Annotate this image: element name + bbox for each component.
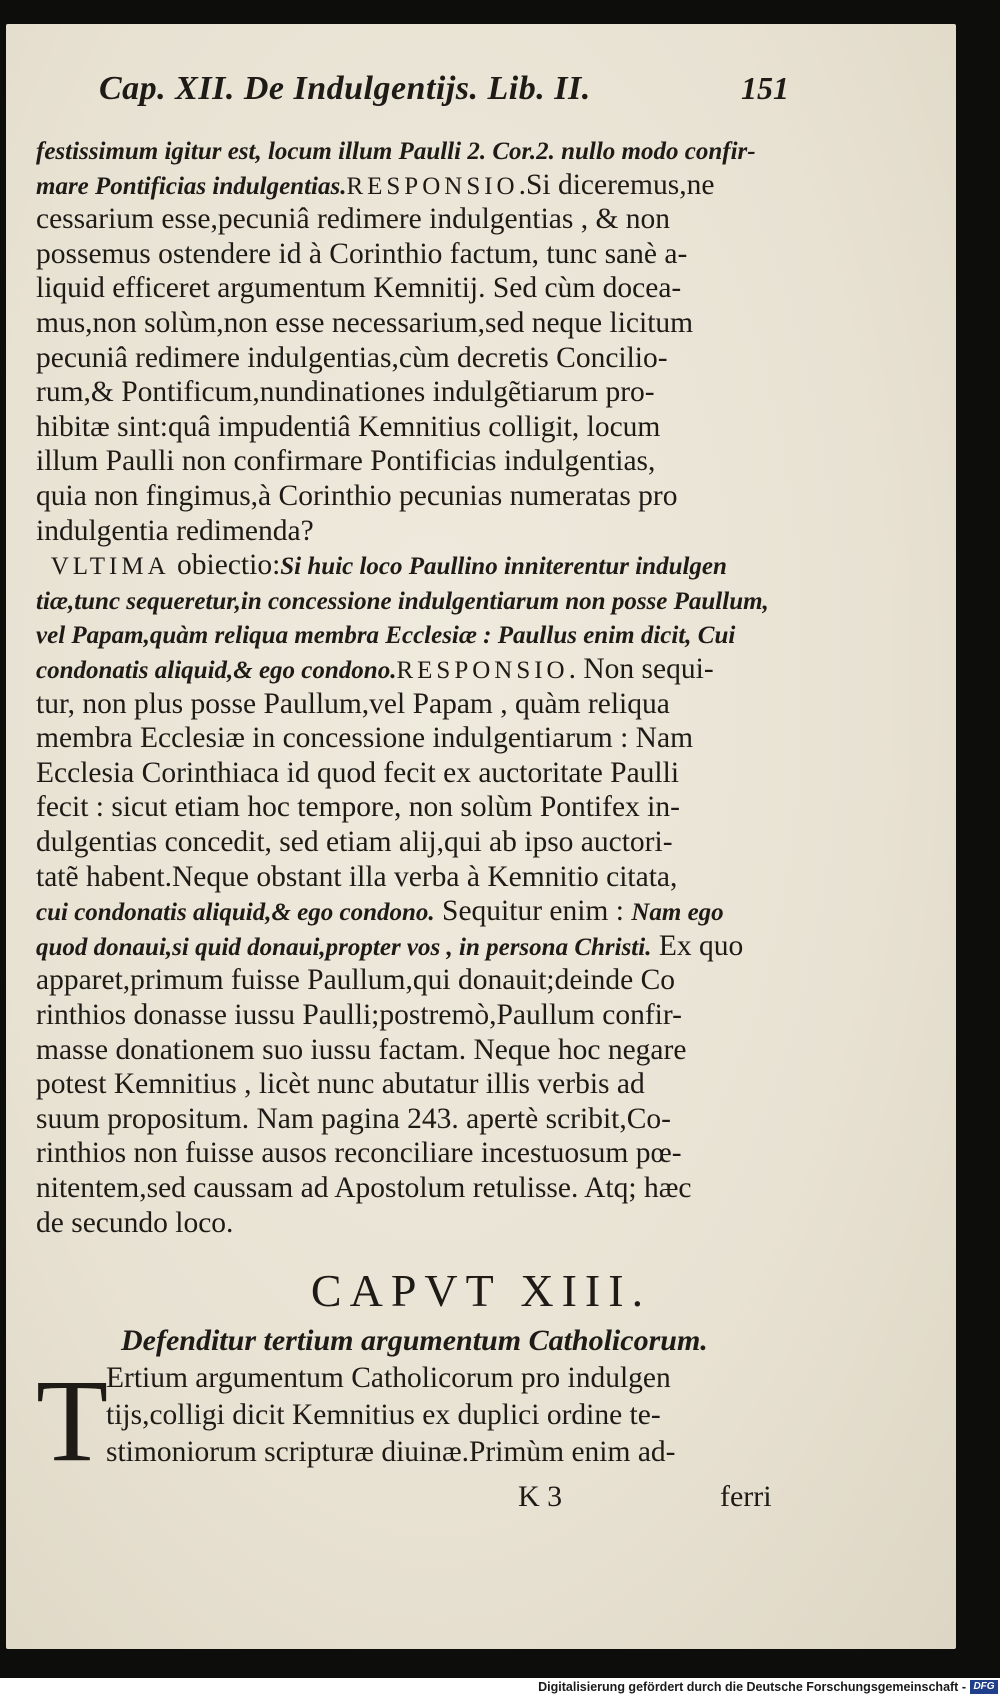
text-line: tatẽ habent.Neque obstant illa verba à Kemnitio citata, bbox=[36, 860, 678, 893]
text-line: dulgentias concedit, sed etiam alij,qui ab ipso auctori- bbox=[36, 826, 673, 858]
text-line: condonatis aliquid,& ego condono.RESPONSIO. Non sequi- bbox=[36, 653, 714, 685]
text-line: illum Paulli non confirmare Pontificias indulgentias, bbox=[36, 445, 656, 478]
signature-mark: K 3 bbox=[518, 1480, 563, 1513]
text-line: quod donaui,si quid donaui,propter vos , in persona Christi. Ex quo bbox=[36, 929, 744, 962]
dfg-logo: DFG bbox=[970, 1680, 998, 1694]
text-line: masse donationem suo iussu factam. Neque hoc negare bbox=[36, 1033, 687, 1066]
text-line: apparet,primum fuisse Paullum,qui donauit;deinde Co bbox=[36, 964, 676, 997]
footer-credit: Digitalisierung gefördert durch die Deutsche Forschungsgemeinschaft - bbox=[538, 1680, 966, 1694]
text-line: stimoniorum scripturæ diuinæ.Primùm enim ad- bbox=[106, 1436, 676, 1468]
text-line: Ertium argumentum Catholicorum pro indulgen bbox=[106, 1362, 671, 1394]
book-page bbox=[6, 24, 956, 1649]
text-line: pecuniâ redimere indulgentias,cùm decretis Concilio- bbox=[36, 341, 668, 374]
text-line: membra Ecclesiæ in concessione indulgentiarum : Nam bbox=[36, 722, 694, 755]
text-line: fecit : sicut etiam hoc tempore, non solùm Pontifex in- bbox=[36, 791, 680, 824]
text-line: tijs,colligi dicit Kemnitius ex duplici ordine te- bbox=[106, 1399, 661, 1431]
text-line: mare Pontificias indulgentias.RESPONSIO.Si diceremus,ne bbox=[36, 168, 715, 201]
text-line: rum,& Pontificum,nundinationes indulgẽtiarum pro- bbox=[36, 376, 655, 409]
text-line: de secundo loco. bbox=[36, 1206, 234, 1239]
chapter-heading: CAPVT XIII. bbox=[310, 1265, 652, 1316]
chapter-subtitle: Defenditur tertium argumentum Catholicorum. bbox=[121, 1324, 708, 1357]
text-line: tur, non plus posse Paullum,vel Papam , quàm reliqua bbox=[36, 687, 670, 720]
text-line: possemus ostendere id à Corinthio factum, tunc sanè a- bbox=[36, 237, 688, 270]
text-line: VLTIMA obiectio:Si huic loco Paullino inniterentur indulgen bbox=[50, 549, 727, 582]
text-line: tiæ,tunc sequeretur,in concessione indulgentiarum non posse Paullum, bbox=[36, 587, 769, 615]
catchword: ferri bbox=[720, 1480, 772, 1513]
text-line: suum propositum. Nam pagina 243. apertè scribit,Co- bbox=[36, 1102, 671, 1135]
text-line: mus,non solùm,non esse necessarium,sed neque licitum bbox=[36, 307, 694, 339]
running-header bbox=[99, 70, 789, 120]
text-line: rinthios non fuisse ausos reconciliare incestuosum pœ- bbox=[36, 1137, 682, 1170]
drop-cap: T bbox=[36, 1355, 109, 1486]
text-line: cui condonatis aliquid,& ego condono. Sequitur enim : Nam ego bbox=[36, 895, 724, 928]
text-line: rinthios donasse iussu Paulli;postremò,Paullum confir- bbox=[36, 999, 682, 1031]
text-line: cessarium esse,pecuniâ redimere indulgentias , & non bbox=[36, 203, 671, 236]
text-line: quia non fingimus,à Corinthio pecunias numeratas pro bbox=[36, 480, 678, 512]
text-line: Ecclesia Corinthiaca id quod fecit ex auctoritate Paulli bbox=[36, 756, 680, 789]
running-title: Cap. XII. De Indulgentijs. Lib. II. bbox=[99, 70, 591, 107]
text-line: hibitæ sint:quâ impudentiâ Kemnitius colligit, locum bbox=[36, 410, 661, 443]
text-line: potest Kemnitius , licèt nunc abutatur illis verbis ad bbox=[36, 1068, 645, 1101]
page-number: 151 bbox=[741, 70, 789, 106]
text-line: indulgentia redimenda? bbox=[36, 514, 314, 547]
digitization-footer bbox=[0, 1678, 1000, 1697]
text-line: vel Papam,quàm reliqua membra Ecclesiæ : Paullus enim dicit, Cui bbox=[36, 622, 736, 650]
text-line: liquid efficeret argumentum Kemnitij. Sed cùm docea- bbox=[36, 272, 682, 305]
text-line: nitentem,sed caussam ad Apostolum retulisse. Atq; hæc bbox=[36, 1172, 692, 1204]
text-line: festissimum igitur est, locum illum Paulli 2. Cor.2. nullo modo confir- bbox=[36, 138, 756, 165]
